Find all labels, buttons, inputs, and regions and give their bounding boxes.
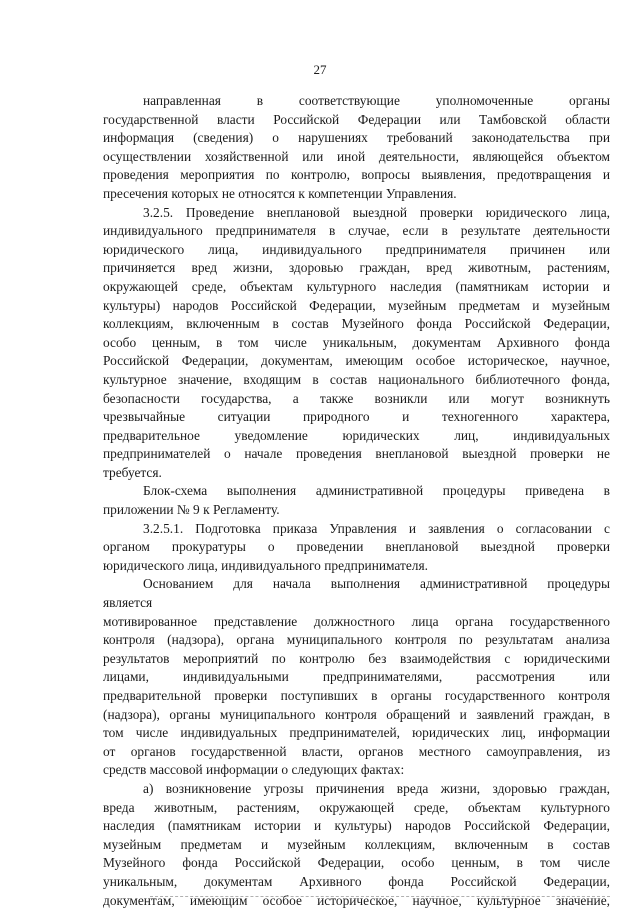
text-line: средств массовой информации о следующих фактах: bbox=[103, 762, 405, 778]
text-line: юридического лица, индивидуального предпринимателя причинен или bbox=[103, 241, 610, 257]
text-line: документам, имеющим особое историческое, научное, культурное значение, bbox=[103, 892, 610, 908]
text-line: проведения мероприятия по контролю, вопросы выявления, предотвращения и bbox=[103, 167, 610, 183]
text-line: культурное значение, входящим в состав национального библиотечного фонда, bbox=[103, 371, 610, 387]
text-line: предварительное уведомление юридических лиц, индивидуальных bbox=[103, 427, 610, 443]
text-line: является bbox=[103, 595, 153, 611]
text-line: государственной власти Российской Федерации или Тамбовской области bbox=[103, 111, 610, 127]
text-line: результатов мероприятий по контролю без взаимодействия с юридическими bbox=[103, 650, 610, 666]
text-line: пресечения которых не относятся к компетенции Управления. bbox=[103, 185, 457, 201]
text-line: юридического лица, индивидуального предпринимателя. bbox=[103, 557, 428, 573]
text-line: информация (сведения) о нарушениях требований законодательства при bbox=[103, 130, 610, 146]
text-line: наследия (памятникам истории и культуры) народов Российской Федерации, bbox=[103, 818, 610, 834]
text-line: вреда животным, растениям, окружающей среде, объектам культурного bbox=[103, 799, 610, 815]
text-line: индивидуального предпринимателя в случае, если в результате деятельности bbox=[103, 223, 610, 239]
text-line: 3.2.5.1. Подготовка приказа Управления и заявления о согласовании с bbox=[143, 520, 610, 536]
text-line: уникальным, документам Архивного фонда Российской Федерации, bbox=[103, 873, 610, 889]
text-line: приложении № 9 к Регламенту. bbox=[103, 502, 280, 518]
page-number: 27 bbox=[313, 62, 327, 77]
text-line: предпринимателей о начале проведения внеплановой выездной проверки не bbox=[103, 446, 610, 462]
text-line: осуществлении хозяйственной или иной деятельности, являющейся объектом bbox=[103, 148, 610, 164]
text-line: чрезвычайные ситуации природного и техногенного характера, bbox=[103, 409, 610, 425]
text-line: направленная в соответствующие уполномоченные органы bbox=[143, 93, 610, 108]
text-line: том числе индивидуальных предпринимателей, юридических лиц, информации bbox=[103, 725, 610, 741]
text-line: требуется. bbox=[103, 464, 162, 480]
text-line: окружающей среде, объектам культурного наследия (памятникам истории и bbox=[103, 278, 610, 294]
text-line: от органов государственной власти, органов местного самоуправления, из bbox=[103, 743, 610, 759]
text-line: безопасности государства, а также возникли или могут возникнуть bbox=[103, 390, 610, 406]
text-line: органом прокуратуры о проведении внеплановой выездной проверки bbox=[103, 539, 610, 555]
text-line: Блок-схема выполнения административной процедуры приведена в bbox=[143, 483, 610, 499]
text-line: музейным предметам и музейным коллекциям, включенным в состав bbox=[103, 836, 610, 852]
text-line: причиняется вред жизни, здоровью граждан, вред животным, растениям, bbox=[103, 260, 610, 276]
text-line: а) возникновение угрозы причинения вреда жизни, здоровью граждан, bbox=[143, 780, 610, 796]
text-line: Основанием для начала выполнения административной процедуры bbox=[143, 576, 610, 592]
text-line: (надзора), органы муниципального контроля обращений и заявлений граждан, в bbox=[103, 706, 610, 722]
text-line: лицами, индивидуальными предпринимателями, рассмотрения или bbox=[103, 669, 610, 685]
text-line: мотивированное представление должностного лица органа государственного bbox=[103, 613, 610, 629]
text-line: культуры) народов Российской Федерации, музейным предметам и музейным bbox=[103, 297, 610, 313]
text-line: 3.2.5. Проведение внеплановой выездной проверки юридического лица, bbox=[143, 204, 610, 220]
page-bottom-rule bbox=[150, 896, 610, 897]
text-line: коллекциям, включенным в состав Музейного фонда Российской Федерации, bbox=[103, 316, 610, 332]
text-line: контроля (надзора), органа муниципального контроля по результатам анализа bbox=[103, 632, 610, 648]
text-line: Музейного фонда Российской Федерации, особо ценным, в том числе bbox=[103, 855, 610, 871]
text-line: предварительной проверки поступивших в органы государственного контроля bbox=[103, 688, 610, 703]
text-line: особо ценным, в том числе уникальным, документам Архивного фонда bbox=[103, 334, 610, 350]
text-line: Российской Федерации, документам, имеющим особое историческое, научное, bbox=[103, 353, 610, 369]
body-text bbox=[103, 92, 610, 910]
